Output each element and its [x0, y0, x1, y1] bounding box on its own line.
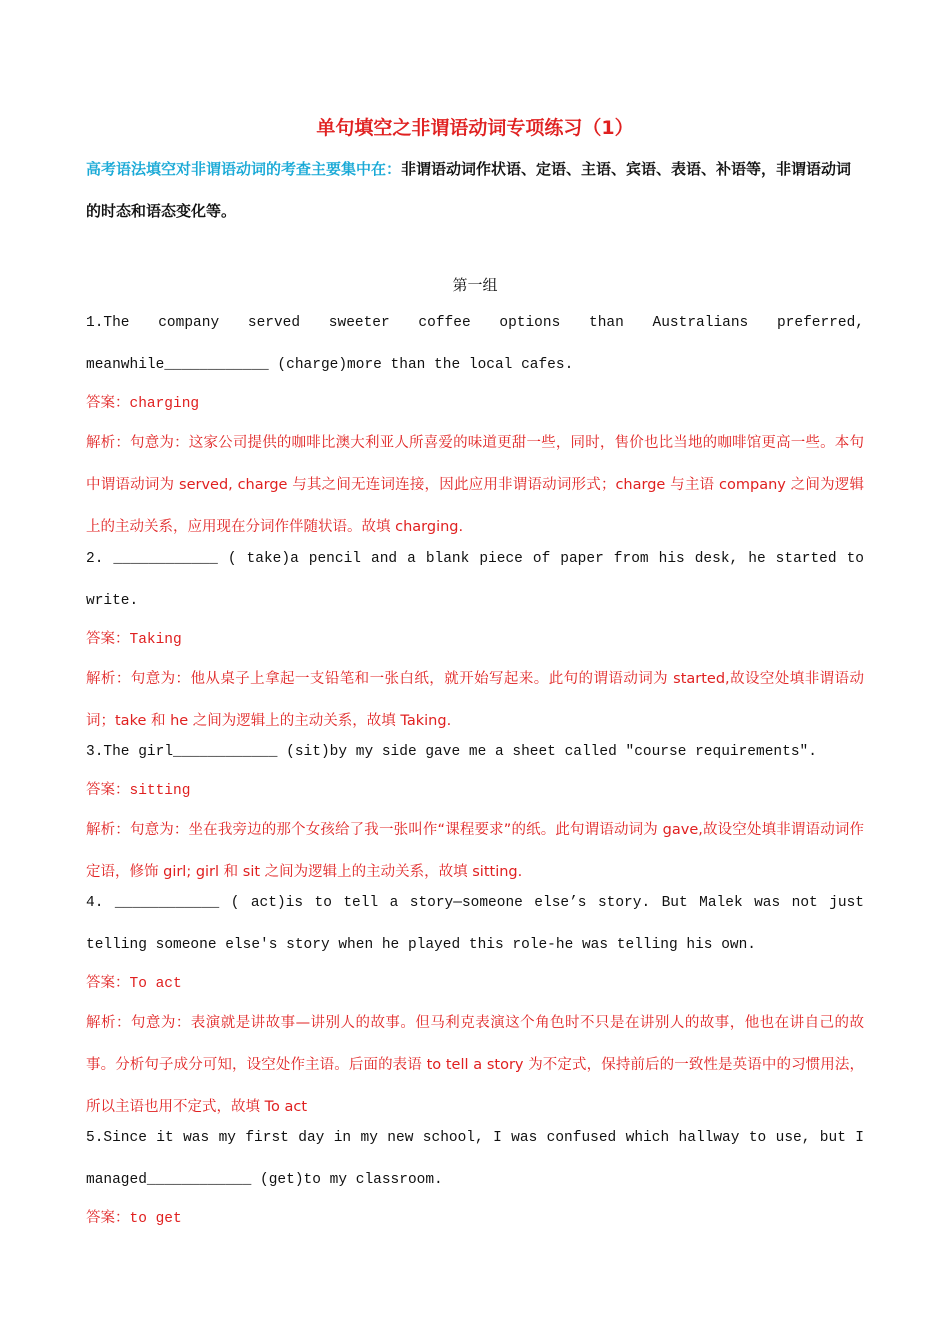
question-item-5	[86, 1117, 864, 1237]
answer-text: 答案：to get	[86, 1211, 182, 1227]
analysis-text: 解析：句意为：这家公司提供的咖啡比澳大利亚人所喜爱的味道更甜一些，同时，售价也比当地的咖啡馆更高一些。本句中谓语动词为 served, charge 与其之间无连词连接，因此应用非谓语动词形式；charge 与主语 company 之间为逻辑上的主动关系，应用现在分词作伴随状语。故填 charging.	[86, 435, 864, 535]
analysis-text: 解析：句意为：表演就是讲故事—讲别人的故事。但马利克表演这个角色时不只是在讲别人的故事，他也在讲自己的故事。分析句子成分可知，设空处作主语。后面的表语 to tell a story 为不定式，保持前后的一致性是英语中的习惯用法，所以主语也用不定式，故填 To act	[86, 1015, 864, 1115]
question-item-4	[86, 882, 864, 1128]
group-label: 第一组	[452, 276, 498, 294]
intro-highlight: 高考语法填空对非谓语动词的考查主要集中在：	[86, 160, 402, 178]
answer-text: 答案：To act	[86, 976, 182, 992]
question-item-1	[86, 302, 864, 548]
intro-text: 非谓语动词作状语、定语、主语、宾语、表语、补语等，非谓语动词的时态和语态变化等。	[86, 160, 852, 220]
answer-text: 答案：sitting	[86, 783, 191, 799]
question-item-3	[86, 731, 864, 893]
question-text: 2. ____________ ( take)a pencil and a blank piece of paper from his desk, he started to write.	[86, 551, 864, 609]
analysis-text: 解析：句意为：坐在我旁边的那个女孩给了我一张叫作“课程要求”的纸。此句谓语动词为 gave,故设空处填非谓语动词作定语，修饰 girl; girl 和 sit 之间为逻辑上的主动关系，故填 sitting.	[86, 822, 864, 880]
page-title: 单句填空之非谓语动词专项练习（1）	[316, 117, 634, 139]
analysis-text: 解析：句意为：他从桌子上拿起一支铅笔和一张白纸，就开始写起来。此句的谓语动词为 started,故设空处填非谓语动词；take 和 he 之间为逻辑上的主动关系，故填 Taking.	[86, 671, 864, 729]
question-text: 1.The company served sweeter coffee options than Australians preferred, meanwhile____________ (charge)more than the local cafes.	[86, 315, 864, 373]
intro-paragraph	[86, 148, 866, 232]
question-text: 5.Since it was my first day in my new school, I was confused which hallway to use, but I managed____________ (get)to my classroom.	[86, 1130, 864, 1188]
question-text: 3.The girl____________ (sit)by my side gave me a sheet called "course requirements".	[86, 744, 817, 760]
answer-text: 答案：Taking	[86, 632, 182, 648]
question-item-2	[86, 538, 864, 742]
question-text: 4. ____________ ( act)is to tell a story—someone else’s story. But Malek was not just telling someone else's story when he played this role-he was telling his own.	[86, 895, 864, 953]
answer-text: 答案：charging	[86, 396, 200, 412]
